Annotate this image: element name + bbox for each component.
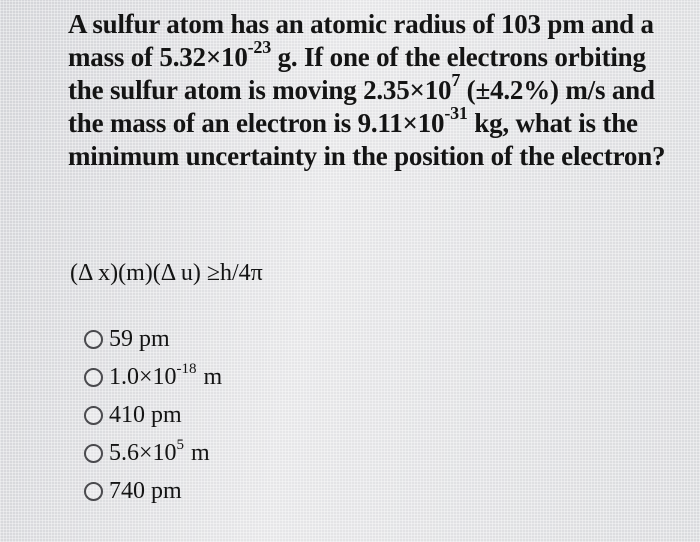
question-line-2: mass of $5.32\times 10^{-23}$ g. If one of the electrons orbiting [68,37,646,72]
question-card [40,0,700,542]
option-label: $5.6\times 10^5$ m [109,436,210,466]
uncertainty-formula: (Δ x)(m)(Δ u) ≥h/4π [70,260,263,286]
answer-option-5.6e5-m[interactable] [84,434,222,472]
exponent: 7 [451,70,461,90]
option-label: 410 pm [109,401,182,428]
answer-option-410-pm[interactable] [84,396,222,434]
radio-button[interactable] [84,368,103,387]
answer-option-59-pm[interactable] [84,320,222,358]
option-label: 59 pm [109,325,170,352]
question-text [68,8,688,173]
answer-options [84,320,222,510]
answer-option-1e-18-m[interactable] [84,358,222,396]
exponent: -31 [444,103,468,123]
answer-option-740-pm[interactable] [84,472,222,510]
question-line-4: the mass of an electron is $9.11\times 10^{-31}$ kg, what is the [68,103,638,138]
option-label: $1.0\times 10^{-18}$ m [109,360,223,390]
radio-button[interactable] [84,482,103,501]
question-line-5: minimum uncertainty in the position of the electron? [68,141,666,171]
radio-button[interactable] [84,330,103,349]
exponent: 5 [176,436,185,453]
exponent: -23 [247,37,272,57]
radio-button[interactable] [84,444,103,463]
question-line-1: A sulfur atom has an atomic radius of 103 pm and a [68,9,654,39]
option-label: 740 pm [109,477,182,504]
exponent: -18 [176,360,197,377]
radio-button[interactable] [84,406,103,425]
question-line-3: the sulfur atom is moving $2.35\times 10^7$ (±4.2%) m/s and [68,70,655,105]
